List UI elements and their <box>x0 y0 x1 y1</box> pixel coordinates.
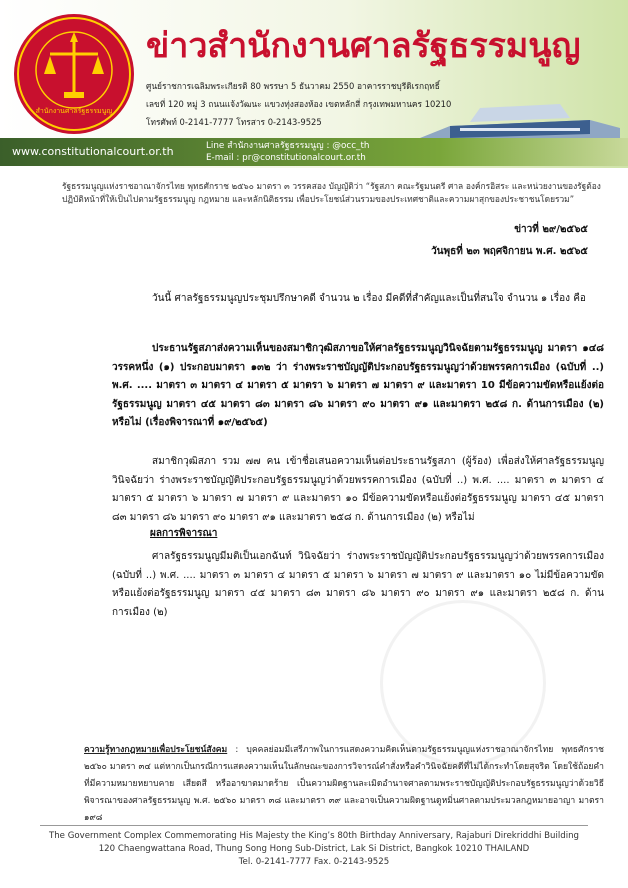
line-contact[interactable]: Line สำนักงานศาลรัฐธรรมนูญ : @occ_th <box>206 141 370 151</box>
news-date: วันพุธที่ ๒๓ พฤศจิกายน พ.ศ. ๒๕๖๕ <box>431 246 588 257</box>
seal-text: สำนักงานศาลรัฐธรรมนูญ <box>35 107 113 115</box>
legal-knowledge-text: : บุคคลย่อมมีเสรีภาพในการแสดงความคิดเห็นตามรัฐธรรมนูญแห่งราชอาณาจักรไทย พุทธศักราช ๒๕๖๐ มาตรา ๓๔ แต่หากเป็นกรณีการแสดงความเห็นในลักษณะของการวิจารณ์คำสั่งหรือคำวินิจฉัยคดีที่ไม่ได้กระทำโดยสุจริต โดยใช้ถ้อยคำที่มีความหมายหยาบคาย เสียดสี หรืออาฆาตมาดร้าย เป็นความผิดฐานละเมิดอำนาจศาลตามพระราชบัญญัติประกอบรัฐธรรมนูญว่าด้วยวิธีพิจารณาของศาลรัฐธรรมนูญ พ.ศ. ๒๕๖๐ มาตรา ๓๘ และมาตรา ๓๙ และอาจเป็นความผิดฐานดูหมิ่นศาลตามประมวลกฎหมายอาญา มาตรา ๑๙๘ <box>84 745 604 823</box>
letterhead <box>0 0 628 168</box>
footer <box>0 830 628 869</box>
contact-info <box>206 140 369 164</box>
page-title: ข่าวสำนักงานศาลรัฐธรรมนูญ <box>146 26 581 66</box>
footer-line-3: Tel. 0-2141-7777 Fax. 0-2143-9525 <box>238 857 390 867</box>
footer-line-1: The Government Complex Commemorating His Majesty the King’s 80th Birthday Anniversary, Rajaburi Direkriddhi Building <box>48 831 580 841</box>
footer-line-2: 120 Chaengwattana Road, Thung Song Hong Sub-District, Lak Si District, Bangkok 10210 THAILAND <box>98 844 530 854</box>
address-line-2: เลขที่ 120 หมู่ 3 ถนนแจ้งวัฒนะ แขวงทุ่งสองห้อง เขตหลักสี่ กรุงเทพมหานคร 10210 <box>146 99 452 109</box>
paragraph-result: ศาลรัฐธรรมนูญมีมติเป็นเอกฉันท์ วินิจฉัยว่า ร่างพระราชบัญญัติประกอบรัฐธรรมนูญว่าด้วยพรรคการเมือง (ฉบับที่ ..) พ.ศ. .... มาตรา ๓ มาตรา ๔ มาตรา ๕ มาตรา ๖ มาตรา ๗ มาตรา ๙ และมาตรา ๑๐ ไม่มีข้อความขัดหรือแย้งต่อรัฐธรรมนูญ มาตรา ๔๕ มาตรา ๘๓ มาตรา ๘๖ มาตรา ๙๐ มาตรา ๙๑ และมาตรา ๒๕๘ ก. ด้านการเมือง (๒) <box>112 551 604 618</box>
paragraph-case-title: ประธานรัฐสภาส่งความเห็นของสมาชิกวุฒิสภาขอให้ศาลรัฐธรรมนูญวินิจฉัยตามรัฐธรรมนูญ มาตรา ๑๔๘ วรรคหนึ่ง (๑) ประกอบมาตรา ๑๓๒ ว่า ร่างพระราชบัญญัติประกอบรัฐธรรมนูญว่าด้วยพรรคการเมือง (ฉบับที่ ..) พ.ศ. .... มาตรา ๓ มาตรา ๔ มาตรา ๕ มาตรา ๖ มาตรา ๗ มาตรา ๙ และมาตรา 10 มีข้อความขัดหรือแย้งต่อรัฐธรรมนูญ มาตรา ๔๕ มาตรา ๘๓ มาตรา ๘๖ มาตรา ๙๐ มาตรา ๙๑ และมาตรา ๒๕๘ ก. ด้านการเมือง (๒) หรือไม่ (เรื่องพิจารณาที่ ๑๙/๒๕๖๕) <box>112 343 604 429</box>
court-seal-logo <box>14 14 134 134</box>
paragraph-case-detail: สมาชิกวุฒิสภา รวม ๗๗ คน เข้าชื่อเสนอความเห็นต่อประธานรัฐสภา (ผู้ร้อง) เพื่อส่งให้ศาลรัฐธรรมนูญวินิจฉัยว่า ร่างพระราชบัญญัติประกอบรัฐธรรมนูญว่าด้วยพรรคการเมือง (ฉบับที่ ..) พ.ศ. .... มาตรา ๓ มาตรา ๔ มาตรา ๕ มาตรา ๖ มาตรา ๗ มาตรา ๙ และมาตรา ๑๐ มีข้อความขัดหรือแย้งต่อรัฐธรรมนูญ มาตรา ๔๕ มาตรา ๘๓ มาตรา ๘๖ มาตรา ๙๐ มาตรา ๙๑ และมาตรา ๒๕๘ ก. ด้านการเมือง (๒) หรือไม่ <box>112 456 604 523</box>
email-contact[interactable]: E-mail : pr@constitutionalcourt.or.th <box>206 153 366 163</box>
address-line-3: โทรศัพท์ 0-2141-7777 โทรสาร 0-2143-9525 <box>146 117 322 127</box>
footer-divider <box>40 825 588 826</box>
website-link[interactable]: www.constitutionalcourt.or.th <box>12 145 174 158</box>
paragraph-summary: วันนี้ ศาลรัฐธรรมนูญประชุมปรึกษาคดี จำนวน ๒ เรื่อง มีคดีที่สำคัญและเป็นที่สนใจ จำนวน ๑ เรื่อง คือ <box>152 293 586 304</box>
result-heading: ผลการพิจารณา <box>150 528 218 539</box>
address-line-1: ศูนย์ราชการเฉลิมพระเกียรติ 80 พรรษา 5 ธันวาคม 2550 อาคารราชบุรีดิเรกฤทธิ์ <box>146 81 440 91</box>
legal-knowledge-heading: ความรู้ทางกฎหมายเพื่อประโยชน์สังคม <box>84 745 228 755</box>
constitution-quote: รัฐธรรมนูญแห่งราชอาณาจักรไทย พุทธศักราช ๒๕๖๐ มาตรา ๓ วรรคสอง บัญญัติว่า “รัฐสภา คณะรัฐมนตรี ศาล องค์กรอิสระ และหน่วยงานของรัฐต้องปฏิบัติหน้าที่ให้เป็นไปตามรัฐธรรมนูญ กฎหมาย และหลักนิติธรรม เพื่อประโยชน์ส่วนรวมของประเทศชาติและความผาสุกของประชาชนโดยรวม” <box>62 181 601 204</box>
legal-knowledge-box <box>84 742 604 827</box>
news-number: ข่าวที่ ๒๙/๒๕๖๕ <box>514 224 588 235</box>
